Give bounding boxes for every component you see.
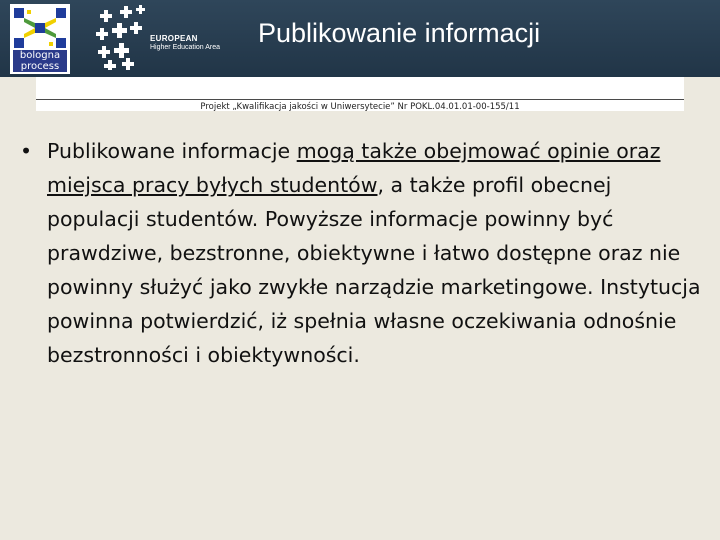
paragraph-underlined-text: mogą także obejmować opinie oraz miejsca pracy byłych studentów: [47, 139, 661, 197]
page-title: Publikowanie informacji: [258, 18, 541, 48]
bologna-logo-label: [13, 50, 67, 72]
slide-body: [20, 134, 710, 372]
bullet-symbol: •: [20, 139, 33, 163]
bologna-logo-line2: process: [20, 61, 60, 72]
project-divider: [36, 99, 684, 100]
ehea-cross-pattern-icon: [92, 4, 148, 70]
ehea-logo-text: [150, 34, 220, 51]
bologna-logo-line1: bologna: [19, 50, 61, 61]
ehea-logo-line2: Higher Education Area: [150, 44, 221, 51]
bullet-item: [20, 134, 710, 372]
bologna-process-logo: [10, 4, 70, 74]
paragraph-text-start: Publikowane informacje: [47, 139, 297, 163]
bologna-cross-icon: [10, 4, 70, 52]
paragraph-text-end: , a także profil obecnej populacji studentów. Powyższe informacje powinny być prawdziwe, bezstronne, obiektywne i łatwo dostępne oraz nie powinny służyć jako zwykłe narządzie marketingowe. Instytucja powinna potwierdzić, iż spełnia własne oczekiwania odnośnie bezstronności i obiektywności.: [47, 173, 701, 367]
project-caption: Projekt „Kwalifikacja jakości w Uniwersytecie” Nr POKL.04.01.01-00-155/11: [200, 102, 520, 112]
ehea-logo-line1: EUROPEAN: [150, 34, 198, 43]
slide-header: [0, 0, 720, 77]
ehea-logo: [92, 4, 242, 74]
project-band: [36, 77, 684, 111]
